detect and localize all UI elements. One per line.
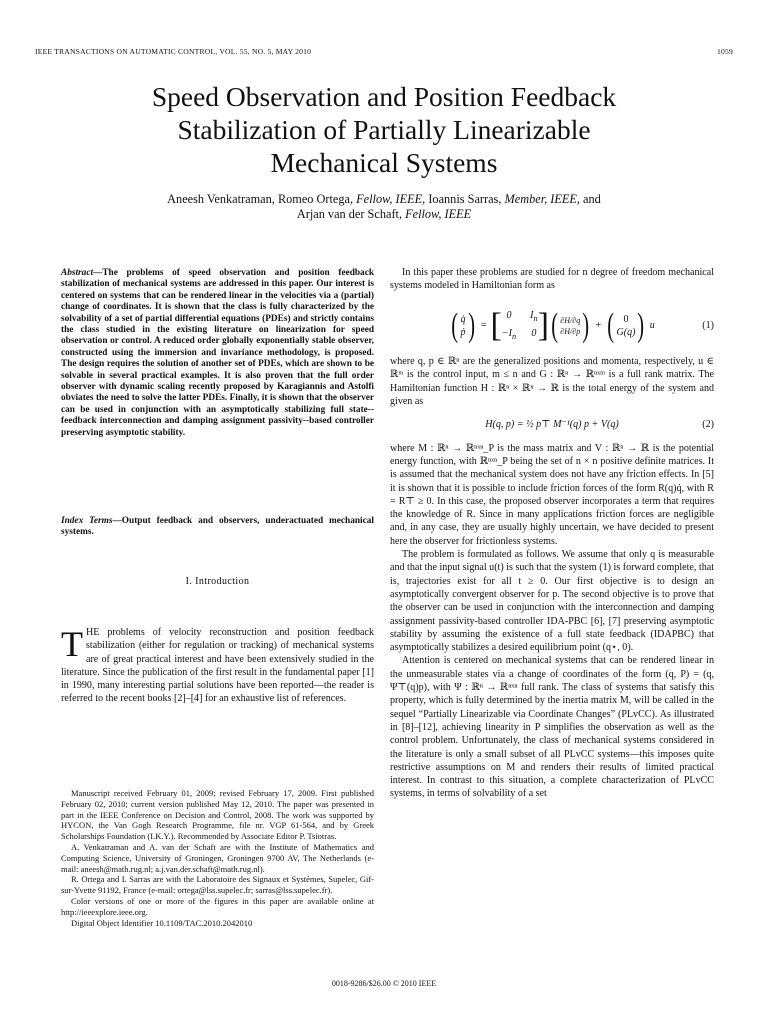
eq-hamiltonian: H(q, p) = ½ p⊤ M⁻¹(q) p + V(q) — [485, 419, 619, 431]
equation-1: ( q̇ ṗ ) = [ 0 $I_n$ $-I_n$ 0 ] ( ∂H/∂q ∂H/∂p ) + ( 0 G(q) ) u (1) — [390, 309, 714, 344]
footnote: A. Venkatraman and A. van der Schaft are with the Institute of Mathematics and Computing Science, University of Groningen, Groningen 9700 AV, The Netherlands (e-mail: aneesh@math.rug.nl; a.j.van.der.schaft@math.rug.nl). — [61, 841, 374, 874]
intro-text: HE problems of velocity reconstruction and position feedback stabilization (either for regulation or tracking) of mechanical systems are of great practical interest and have been extensively studied in the literature. Since the publication of the first result in the fundamental paper [1] in 1990, many interesting partial solutions have been reported—the reader is referred to the recent books [2]–[4] for an exhaustive list of references. — [61, 627, 374, 705]
journal-name: IEEE TRANSACTIONS ON AUTOMATIC CONTROL, VOL. 55, NO. 5, MAY 2010 — [35, 47, 312, 56]
abstract-text: —The problems of speed observation and position feedback stabilization of mechanical systems are addressed in this paper. Our interest is centered on systems that can be rendered linear in the velocities via a (partial) change of coordinates. It is shown that the class is fully characterized by the solvability of a set of partial differential equations (PDEs) and strictly contains the class studied in the existing literature on linearization for speed observation or control. A reduced order globally exponentially stable observer, constructed using the immersion and invariance methodology, is proposed. The design requires the solution of another set of PDEs, which are shown to be solvable in several practical examples. It is also proven that the full order observer with dynamic scaling recently proposed by Karagiannis and Astolfi obviates the need to solve the latter PDEs. Finally, it is shown that the observer can be used in conjunction with an asymptotically stabilizing full state--feedback interconnection and damping assignment passivity--based controller preserving asymptotic stability. — [61, 268, 374, 438]
footnote: Color versions of one or more of the figures in this paper are available online at http://ieeexplore.ieee.org. — [61, 895, 374, 917]
paragraph: Attention is centered on mechanical systems that can be rendered linear in the unmeasurable states via a change of coordinates of the form (q, P) = (q, Ψ⊤(q)p), with Ψ : ℝⁿ → ℝⁿˣⁿ full rank. The class of systems that satisfy this property, which is fully determined by the inertia matrix M, will be called in the sequel “Partially Linearizable via Coordinate Changes” (PLvCC). As illustrated in [8]–[12], achieving linearity in P simplifies the observation as well as the control problem. Unfortunately, the class of mechanical systems considered in the literature is only a small subset of all PLvCC systems—this imposes quite restrictive assumptions on M and renders their results of limited practical interest. In contrast to this situation, a complete characterization of PLvCC systems, in terms of solvability of a set — [390, 655, 714, 800]
paragraph: where q, p ∈ ℝⁿ are the generalized positions and momenta, respectively, u ∈ ℝᵐ is the control input, m ≤ n and G : ℝⁿ → ℝⁿˣᵐ is a full rank matrix. The Hamiltonian function H : ℝⁿ × ℝⁿ → ℝ is the total energy of the system and given as — [390, 356, 714, 408]
abstract — [61, 268, 374, 439]
author-role: Member, IEEE, — [504, 192, 580, 206]
eq-input: ( 0 G(q) ) — [607, 306, 645, 344]
index-terms-text: —Output feedback and observers, underactuated mechanical systems. — [61, 516, 374, 538]
paper-title — [40, 80, 728, 179]
author-list — [60, 192, 708, 222]
author: Romeo Ortega, — [277, 192, 354, 206]
paragraph: The problem is formulated as follows. We assume that only q is measurable and that the input signal u(t) is such that the system (1) is forward complete, that is, trajectories exist for all t ≥ 0. Our first objective is to design an asymptotically convergent observer for p. The second objective is to prove that the observer can be used in conjunction with the interconnection and damping assignment passivity-based controller IDA-PBC [6], [7] preserving asymptotic stability by assuming the existence of a full state feedback (IDAPBC) that asymptotically stabilizes a desired equilibrium point (q⋆, 0). — [390, 549, 714, 654]
equation-number: (1) — [702, 320, 714, 332]
author: Ioannis Sarras, — [428, 192, 502, 206]
footnote: Digital Object Identifier 10.1109/TAC.2010.2042010 — [71, 917, 253, 928]
intro-paragraph — [61, 626, 374, 706]
eq-gradient: ( ∂H/∂q ∂H/∂p ) — [551, 306, 590, 344]
running-header — [35, 47, 733, 56]
eq-matrix: [ 0 $I_n$ $-I_n$ 0 ] — [490, 306, 549, 344]
drop-cap: T — [61, 624, 83, 664]
author: Aneesh Venkatraman, — [167, 192, 275, 206]
eq-lhs: ( q̇ ṗ ) — [451, 306, 475, 344]
author-role: Fellow, IEEE — [405, 207, 472, 221]
right-column — [390, 266, 714, 801]
author-role: Fellow, IEEE, — [356, 192, 426, 206]
index-terms — [61, 516, 374, 539]
section-heading: I. Introduction — [185, 576, 250, 587]
equation-number: (2) — [702, 419, 714, 431]
page-number: 1059 — [717, 47, 733, 56]
title-line: Mechanical Systems — [270, 147, 498, 178]
author: Arjan van der Schaft, — [296, 207, 403, 221]
footnote: Manuscript received February 01, 2009; revised February 17, 2009. First published February 02, 2010; current version published May 12, 2010. The paper was presented in part in the IEEE Conference on Decision and Control, 2008. The work was supported by HYCON, the Van Gogh Research Programme, file nr. VGP 61-564, and by Greek Scholarships Foundation (I.K.Y.). Recommended by Associate Editor P. Tsiotras. — [61, 788, 374, 842]
title-line: Speed Observation and Position Feedback — [151, 81, 617, 112]
copyright-footer: 0018-9286/$26.00 © 2010 IEEE — [331, 979, 437, 988]
equation-2 — [390, 418, 714, 431]
footnotes — [61, 788, 374, 928]
title-line: Stabilization of Partially Linearizable — [177, 114, 591, 145]
paragraph: where M : ℝⁿ → ℝⁿˣⁿ_P is the mass matrix and V : ℝⁿ → ℝ is the potential energy function, with ℝⁿˣⁿ_P being the set of n × n positive definite matrices. It is assumed that the mechanical system does not have any friction effects. In [5] it is shown that it is possible to include friction forces of the form R(q)q̇, with R = R⊤ ≥ 0. In this case, the proposed observer incorporates a term that requires the knowledge of R. Since in many applications friction forces are negligible and, in any case, they are usually highly uncertain, we have decided to present here the observer for frictionless systems. — [390, 442, 714, 547]
abstract-label: Abstract — [61, 268, 94, 278]
conjunction: and — [583, 192, 601, 206]
index-terms-label: Index Terms — [61, 516, 113, 526]
paragraph: In this paper these problems are studied for n degree of freedom mechanical systems modeled in Hamiltonian form as — [390, 267, 714, 292]
footnote: R. Ortega and I. Sarras are with the Laboratoire des Signaux et Systémes, Supelec, Gif-sur-Yvette 91192, France (e-mail: ortega@lss.supelec.fr; sarras@lss.supelec.fr). — [61, 874, 374, 896]
